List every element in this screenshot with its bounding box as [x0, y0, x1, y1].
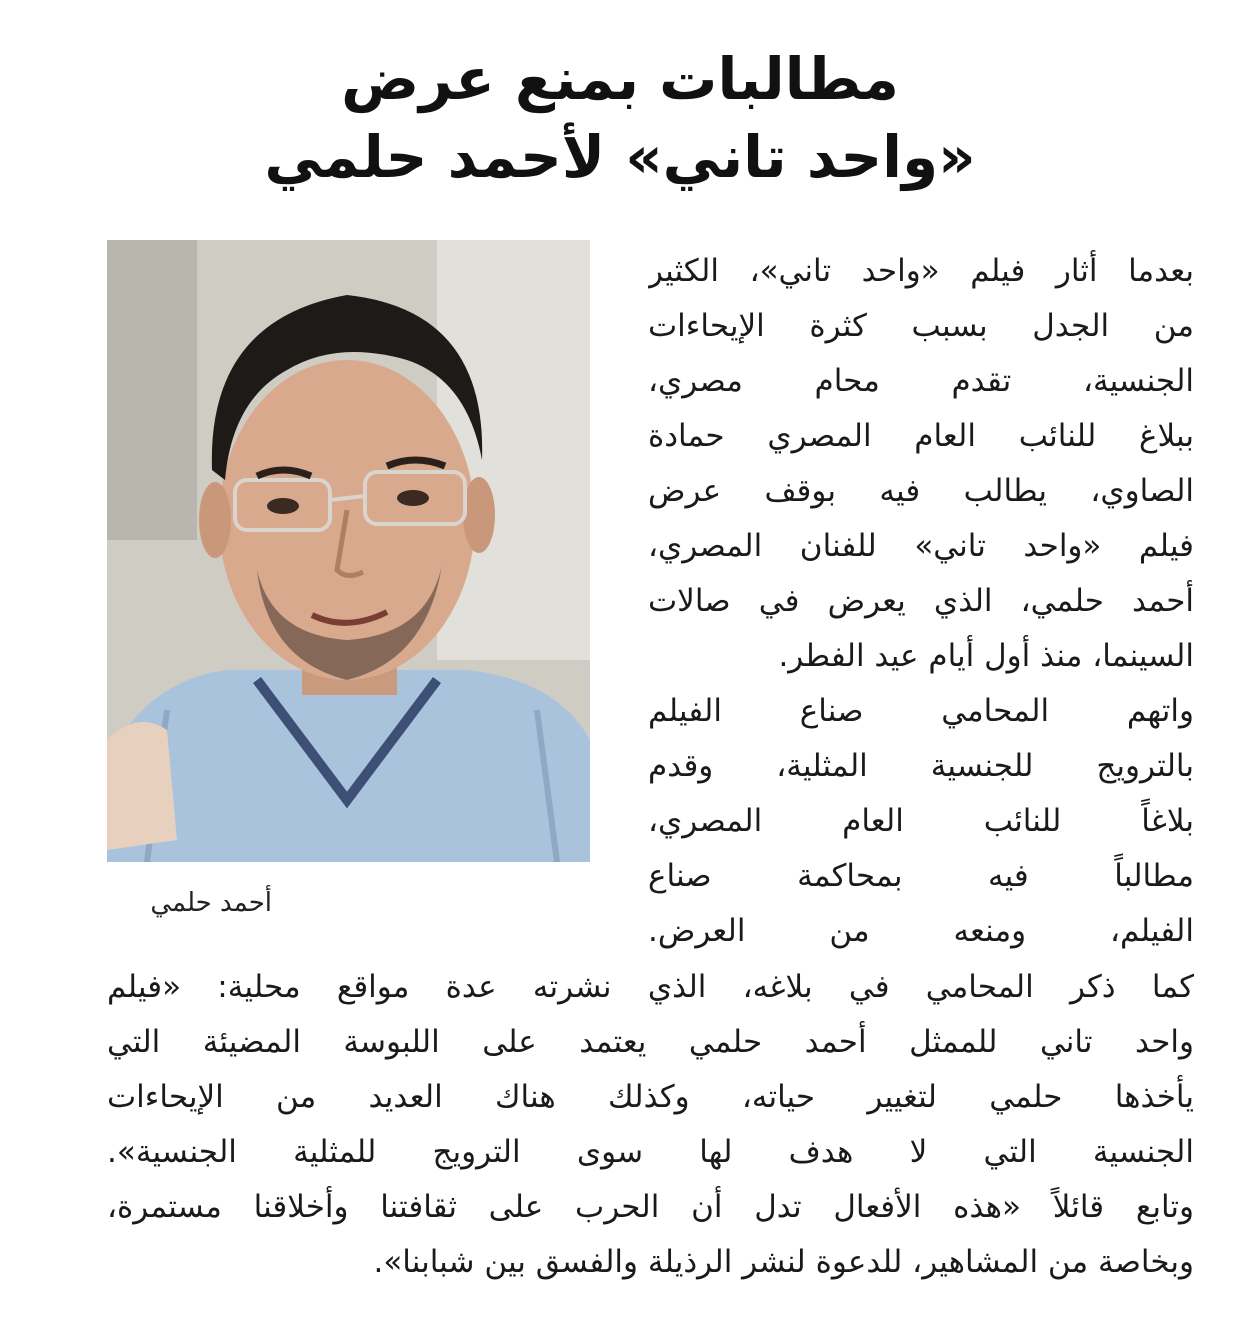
body-line: مطالباً فيه بمحاكمة صناع	[648, 858, 1194, 894]
headline-line-1: مطالبات بمنع عرض	[341, 45, 899, 113]
body-line: وتابع قائلاً «هذه الأفعال تدل أن الحرب على ثقافتنا وأخلاقنا مستمرة،	[107, 1189, 1194, 1225]
body-line: الجنسية، تقدم محام مصري،	[648, 363, 1194, 399]
body-line: واحد تاني للممثل أحمد حلمي يعتمد على اللبوسة المضيئة التي	[107, 1024, 1194, 1060]
portrait-photo	[107, 240, 590, 862]
article-body-full	[107, 960, 1194, 1290]
body-line: أحمد حلمي، الذي يعرض في صالات	[648, 583, 1194, 619]
body-line: السينما، منذ أول أيام عيد الفطر.	[778, 638, 1194, 674]
portrait-illustration	[107, 240, 590, 862]
body-line: الصاوي، يطالب فيه بوقف عرض	[648, 473, 1194, 509]
article-body-column	[648, 244, 1194, 959]
body-line: كما ذكر المحامي في بلاغه، الذي نشرته عدة مواقع محلية: «فيلم	[107, 969, 1194, 1005]
body-line: بعدما أثار فيلم «واحد تاني»، الكثير	[648, 253, 1194, 289]
body-line: الجنسية التي لا هدف لها سوى الترويج للمثلية الجنسية».	[107, 1134, 1194, 1170]
body-line: وبخاصة من المشاهير، للدعوة لنشر الرذيلة والفسق بين شبابنا».	[373, 1244, 1194, 1280]
body-line: يأخذها حلمي لتغيير حياته، وكذلك هناك العديد من الإيحاءات	[107, 1079, 1194, 1115]
body-line: فيلم «واحد تاني» للفنان المصري،	[648, 528, 1194, 564]
body-line: بالترويج للجنسية المثلية، وقدم	[648, 748, 1194, 784]
headline-line-2: «واحد تاني» لأحمد حلمي	[264, 123, 976, 191]
body-line: ببلاغ للنائب العام المصري حمادة	[648, 418, 1194, 454]
body-line: من الجدل بسبب كثرة الإيحاءات	[648, 308, 1194, 344]
article-headline	[150, 40, 1090, 196]
body-line: بلاغاً للنائب العام المصري،	[648, 803, 1194, 839]
body-line: واتهم المحامي صناع الفيلم	[648, 693, 1194, 729]
photo-caption: أحمد حلمي	[150, 888, 272, 918]
body-line: الفيلم، ومنعه من العرض.	[648, 913, 1194, 949]
